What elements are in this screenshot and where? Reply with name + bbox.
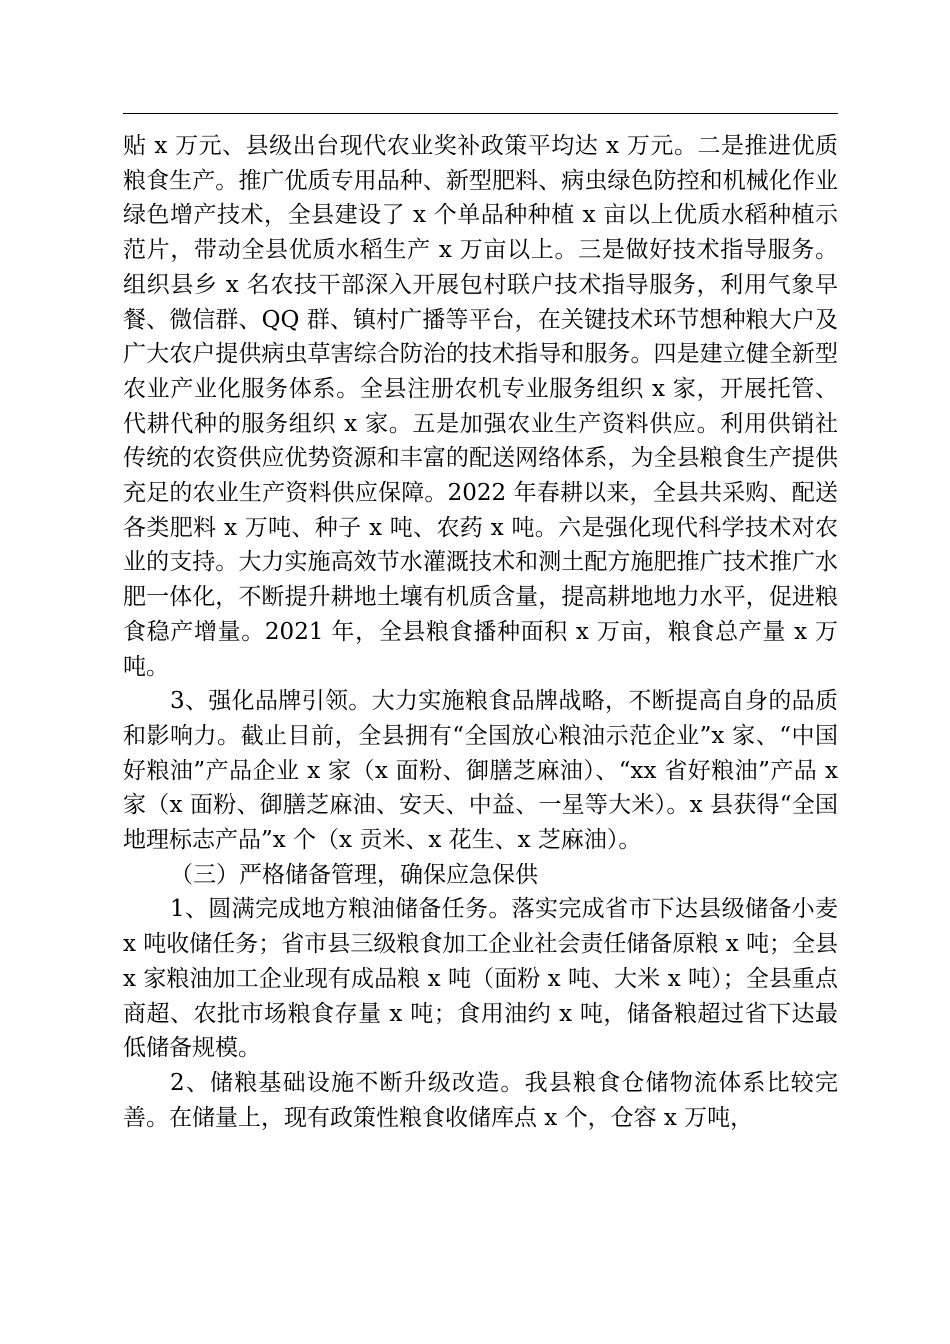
document-body xyxy=(123,129,838,1135)
paragraph-reserve-task: 1、圆满完成地方粮油储备任务。落实完成省市下达县级储备小麦 x 吨收储任务；省市县三级粮食加工企业社会责任储备原粮 x 吨；全县 x 家粮油加工企业现有成品粮 x 吨（面粉 x 吨、大米 x 吨）；全县重点商超、农批市场粮食存量 x 吨；食用油约 x 吨，储备粮超过省下达最低储备规模。 xyxy=(123,896,838,1062)
section-heading-reserve-management: （三）严格储备管理，确保应急保供 xyxy=(170,861,538,888)
paragraph-storage-infrastructure: 2、储粮基础设施不断升级改造。我县粮食仓储物流体系比较完善。在储量上，现有政策性粮食收储库点 x 个，仓容 x 万吨， xyxy=(123,1069,838,1131)
paragraph-brand-leadership: 3、强化品牌引领。大力实施粮食品牌战略，不断提高自身的品质和影响力。截止目前，全县拥有“全国放心粮油示范企业”x 家、“中国好粮油”产品企业 x 家（x 面粉、御膳芝麻油）、“xx 省好粮油”产品 x 家（x 面粉、御膳芝麻油、安天、中益、一星等大米）。x 县获得“全国地理标志产品”x 个（x 贡米、x 花生、x 芝麻油）。 xyxy=(123,688,838,854)
header-rule xyxy=(123,113,838,114)
paragraph-continuation: 贴 x 万元、县级出台现代农业奖补政策平均达 x 万元。二是推进优质粮食生产。推广优质专用品种、新型肥料、病虫绿色防控和机械化作业绿色增产技术，全县建设了 x 个单品种种植 x 亩以上优质水稻种植示范片，带动全县优质水稻生产 x 万亩以上。三是做好技术指导服务。组织县乡 x 名农技干部深入开展包村联户技术指导服务，利用气象早餐、微信群、QQ 群、镇村广播等平台，在关键技术环节想种粮大户及广大农户提供病虫草害综合防治的技术指导和服务。四是建立健全新型农业产业化服务体系。全县注册农机专业服务组织 x 家，开展托管、代耕代种的服务组织 x 家。五是加强农业生产资料供应。利用供销社传统的农资供应优势资源和丰富的配送网络体系，为全县粮食生产提供充足的农业生产资料供应保障。2022 年春耕以来，全县共采购、配送各类肥料 x 万吨、种子 x 吨、农药 x 吨。六是强化现代科学技术对农业的支持。大力实施高效节水灌溉技术和测土配方施肥推广技术推广水肥一体化，不断提升耕地土壤有机质含量，提高耕地地力水平，促进粮食稳产增量。2021 年，全县粮食播种面积 x 万亩，粮食总产量 x 万吨。 xyxy=(123,133,838,680)
